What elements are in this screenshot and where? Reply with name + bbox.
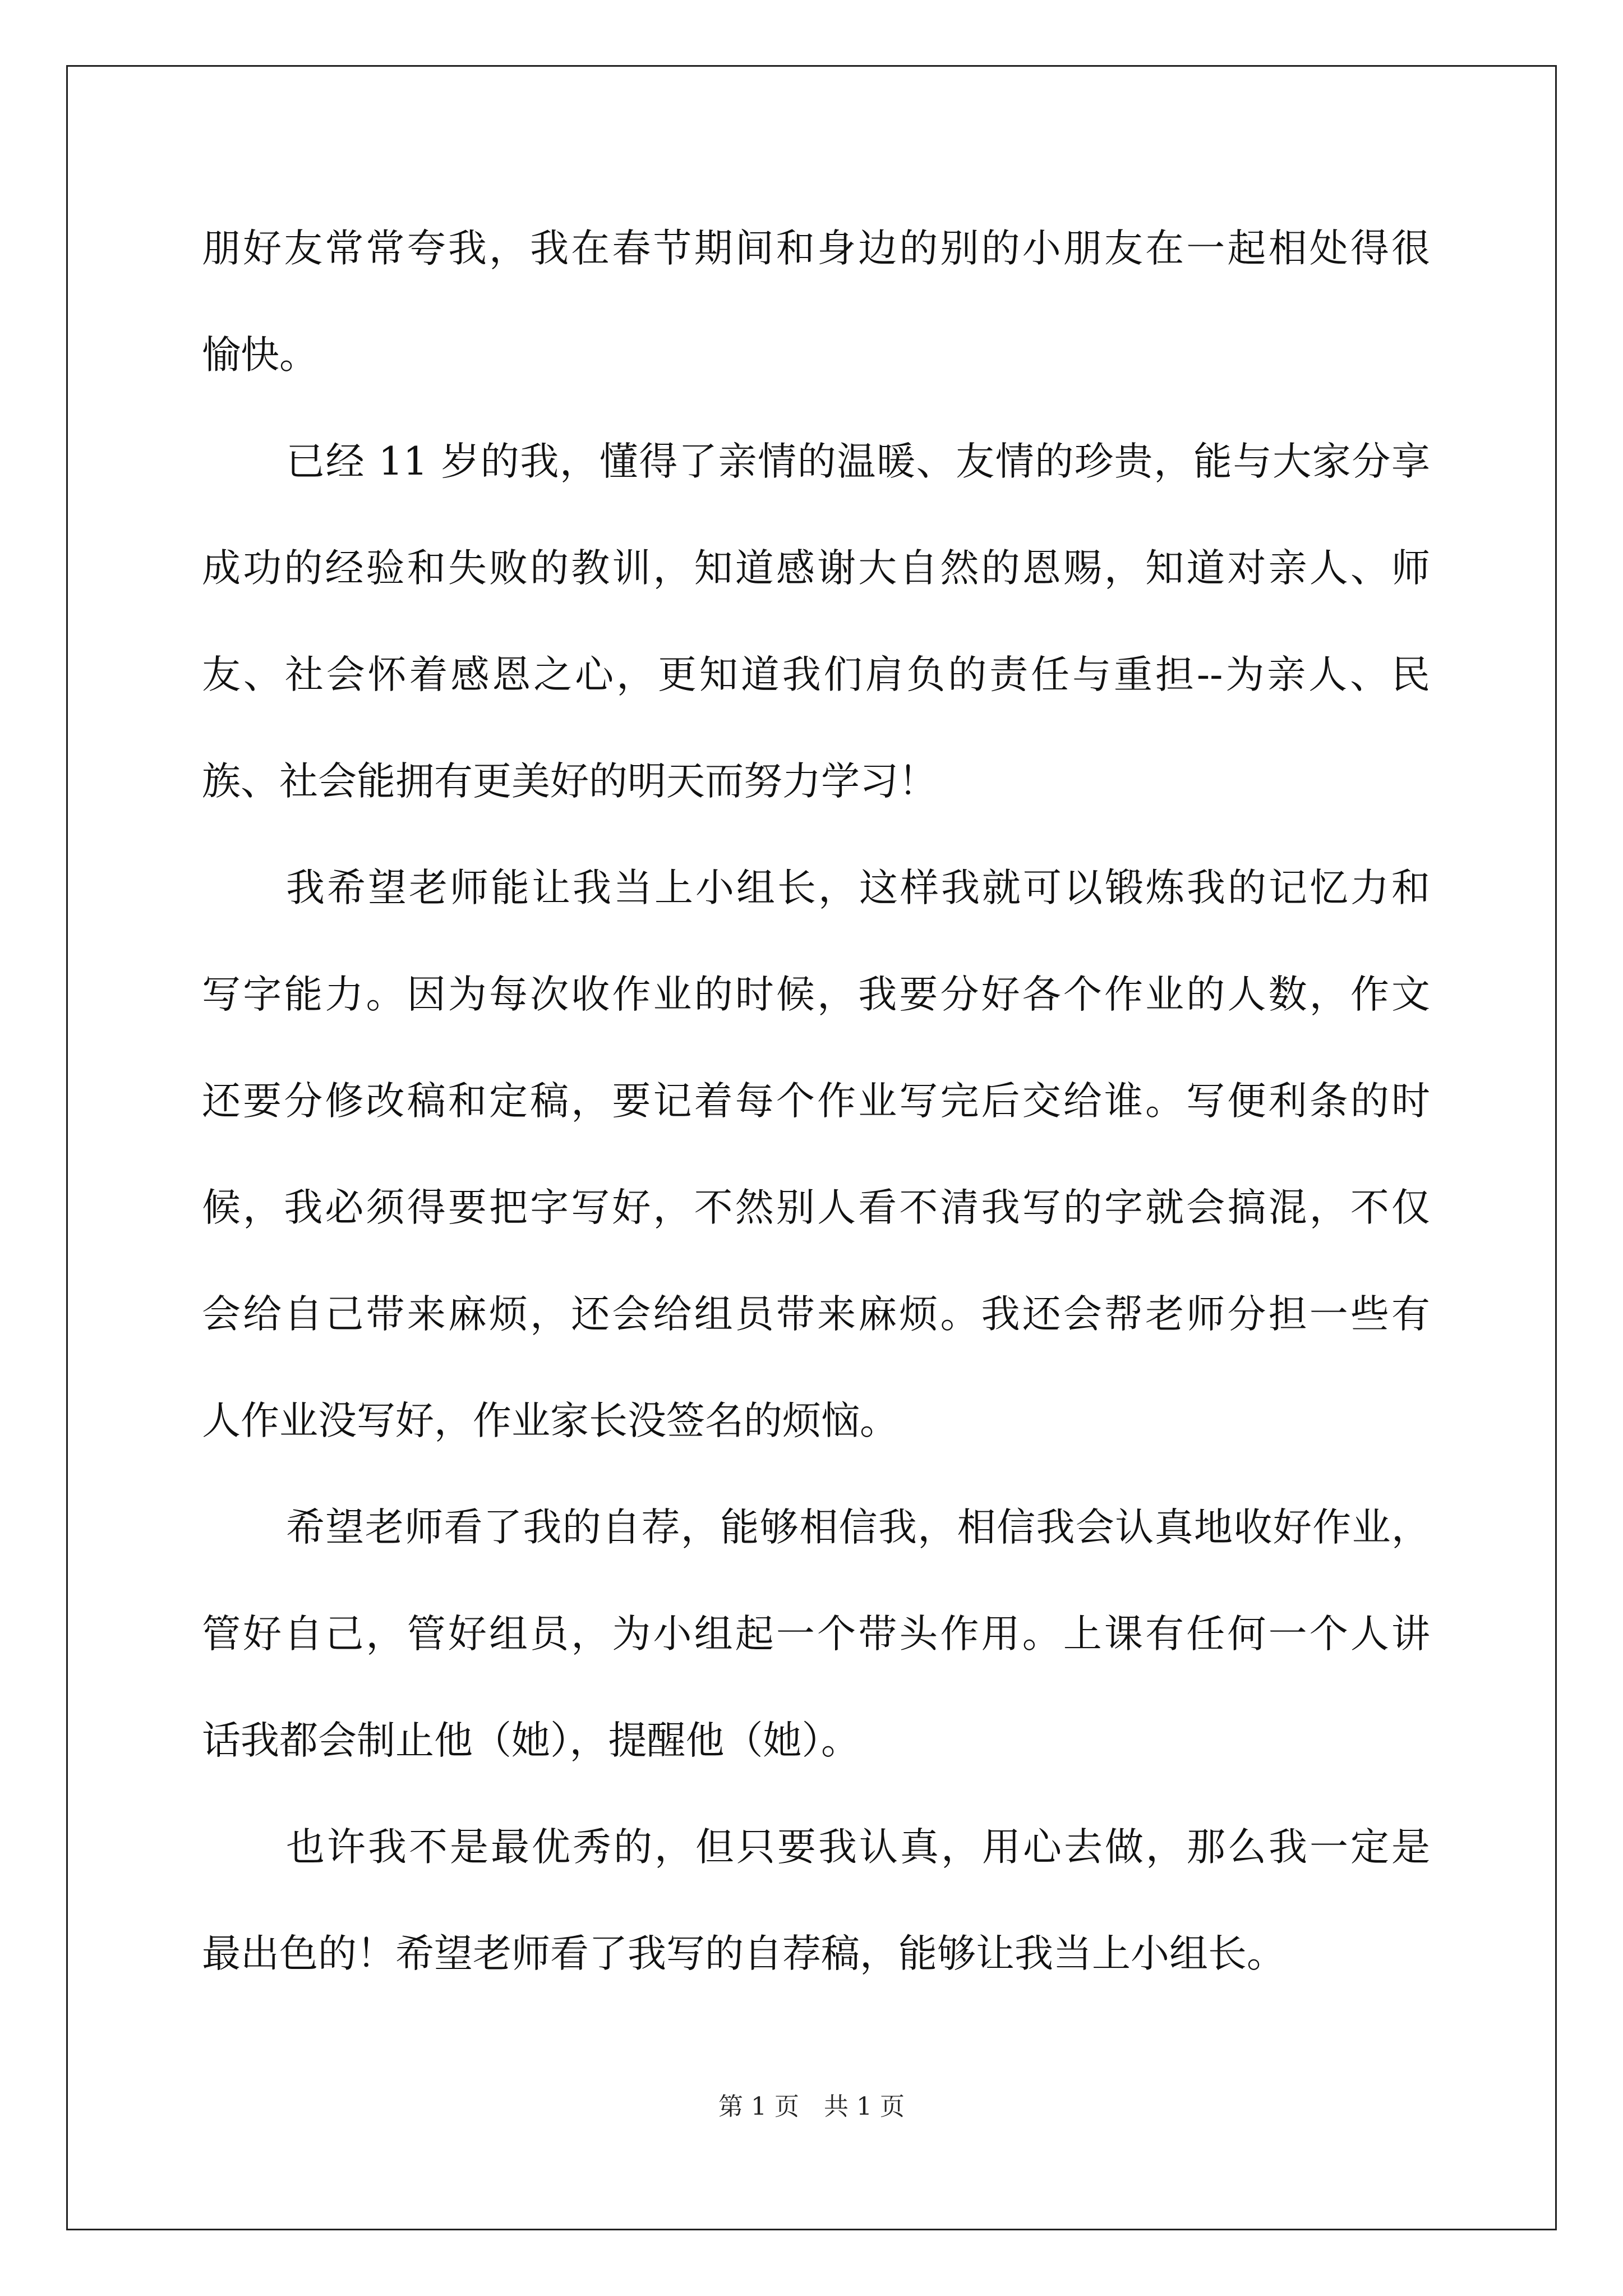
text-line: 话我都会制止他（她），提醒他（她）。 — [202, 1718, 860, 1763]
text-line: 人作业没写好，作业家长没签名的烦恼。 — [202, 1398, 898, 1443]
paragraph-start-line: 希望老师看了我的自荐，能够相信我，相信我会认真地收好作业， — [286, 1505, 1430, 1550]
paragraph-start-line: 我希望老师能让我当上小组长，这样我就可以锻炼我的记忆力和 — [286, 866, 1430, 910]
text-line: 成功的经验和失败的教训，知道感谢大自然的恩赐，知道对亲人、师 — [202, 546, 1430, 591]
paragraph-start-line: 已经 11 岁的我，懂得了亲情的温暖、友情的珍贵，能与大家分享 — [286, 439, 1430, 484]
page-number-footer: 第 1 页 共 1 页 — [718, 2092, 905, 2121]
text-line: 愉快。 — [202, 333, 318, 378]
text-line: 管好自己，管好组员，为小组起一个带头作用。上课有任何一个人讲 — [202, 1612, 1430, 1657]
text-line: 候，我必须得要把字写好，不然别人看不清我写的字就会搞混，不仅 — [202, 1185, 1430, 1230]
document-body — [202, 195, 1430, 2007]
text-line: 写字能力。因为每次收作业的时候，我要分好各个作业的人数，作文 — [202, 972, 1430, 1017]
text-line: 友、社会怀着感恩之心，更知道我们肩负的责任与重担--为亲人、民 — [202, 652, 1430, 697]
text-line: 族、社会能拥有更美好的明天而努力学习！ — [202, 759, 937, 804]
text-line: 朋好友常常夸我，我在春节期间和身边的别的小朋友在一起相处得很 — [202, 226, 1430, 271]
text-line: 最出色的！希望老师看了我写的自荐稿，能够让我当上小组长。 — [202, 1931, 1285, 1976]
text-line: 还要分修改稿和定稿，要记着每个作业写完后交给谁。写便利条的时 — [202, 1079, 1430, 1124]
paragraph-start-line: 也许我不是最优秀的，但只要我认真，用心去做，那么我一定是 — [286, 1825, 1430, 1870]
text-line: 会给自己带来麻烦，还会给组员带来麻烦。我还会帮老师分担一些有 — [202, 1292, 1430, 1337]
